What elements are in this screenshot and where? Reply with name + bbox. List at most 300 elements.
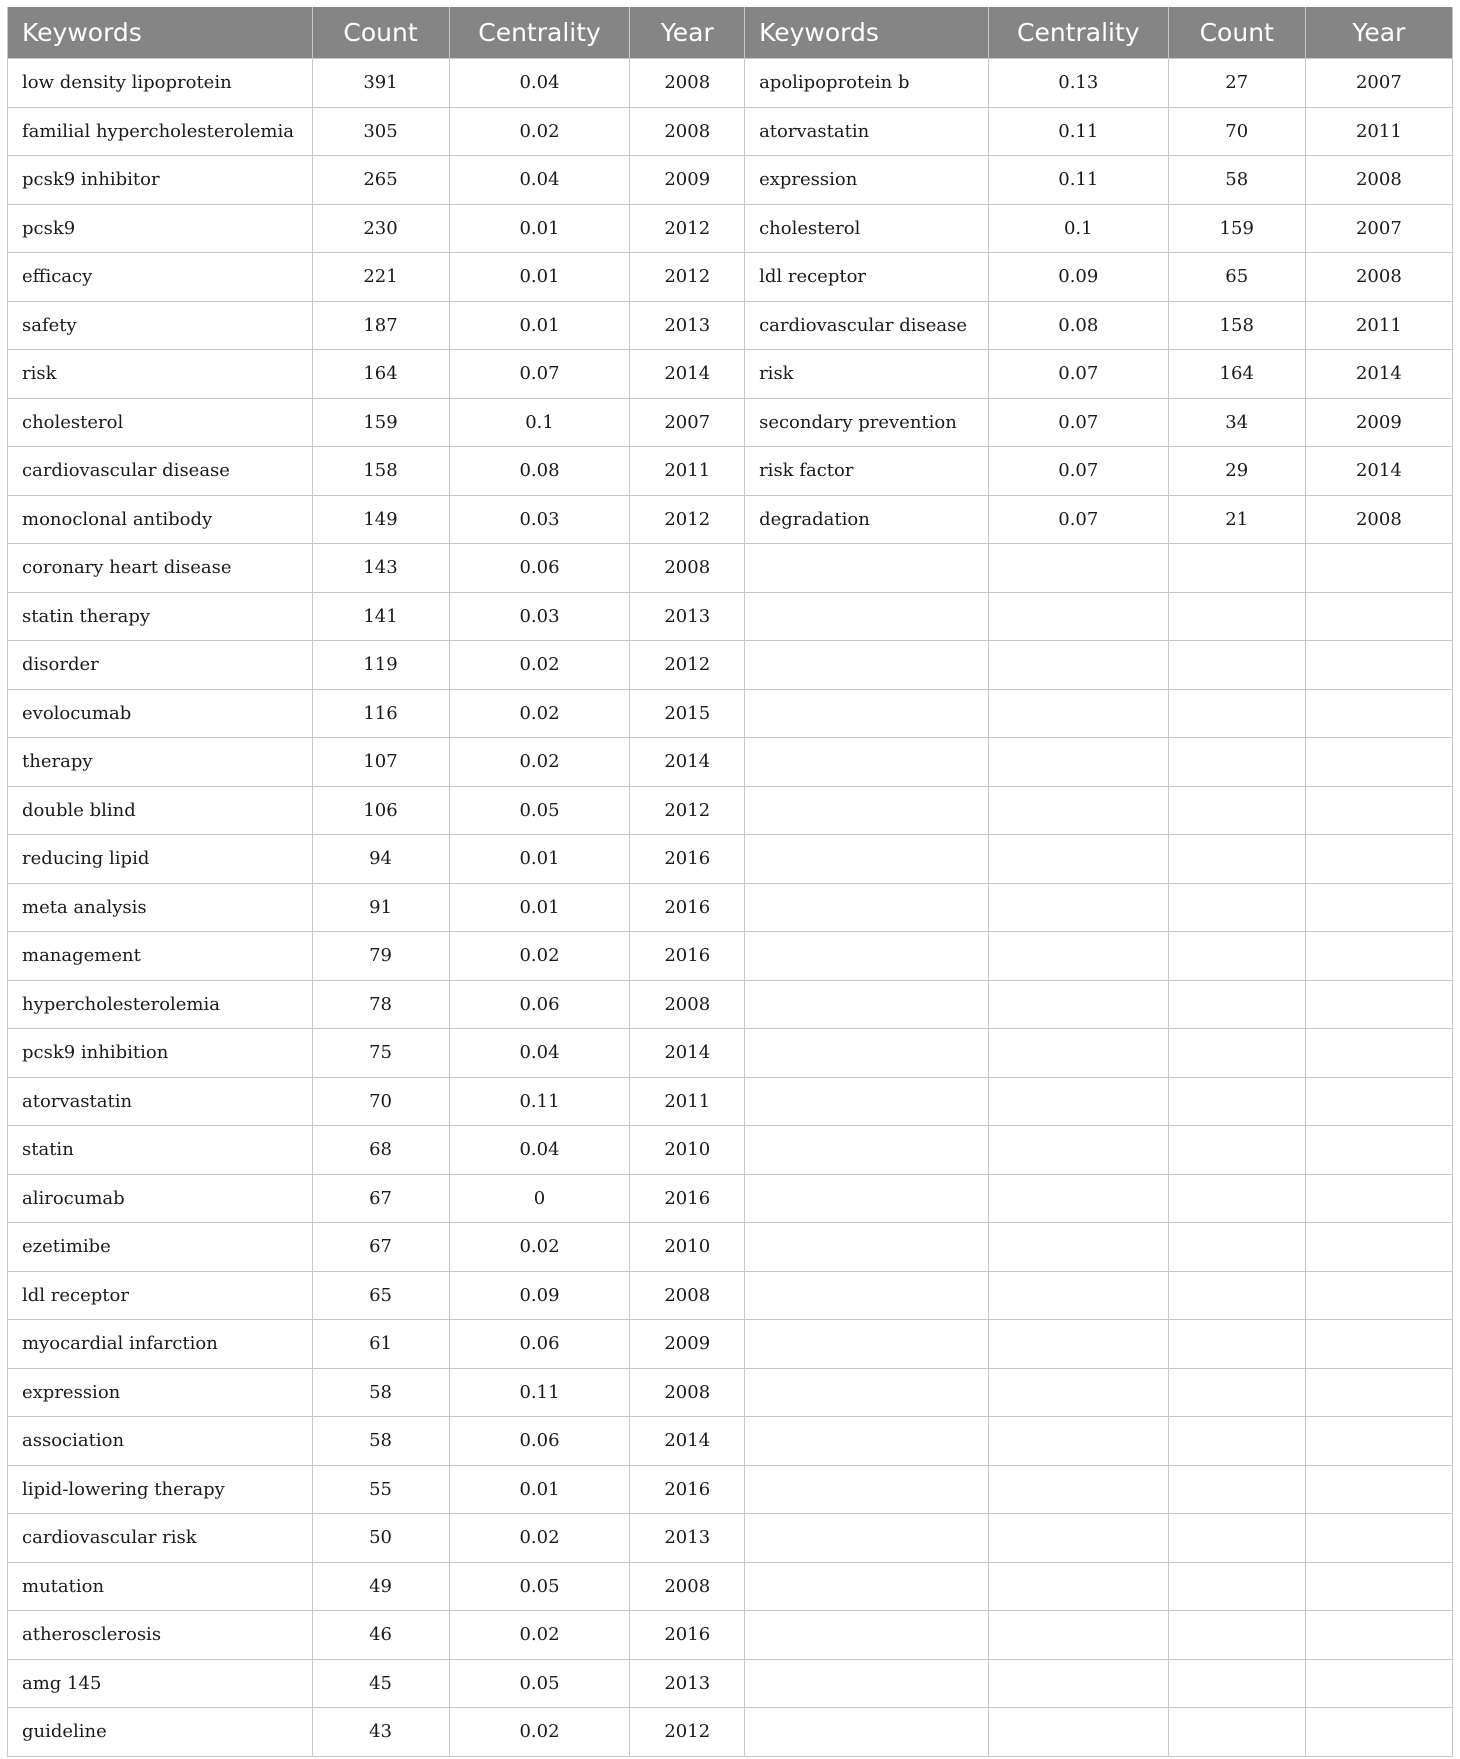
left-cell-keyword: double blind <box>8 786 313 835</box>
right-cell-year <box>1305 1562 1452 1611</box>
right-cell-keyword <box>745 1271 989 1320</box>
right-cell-centrality <box>988 1562 1168 1611</box>
left-cell-year: 2014 <box>630 1417 745 1466</box>
table-row <box>8 544 1453 593</box>
left-cell-keyword: disorder <box>8 641 313 690</box>
right-cell-centrality <box>988 1514 1168 1563</box>
left-cell-count: 305 <box>312 107 449 156</box>
right-cell-centrality <box>988 1126 1168 1175</box>
header-centrality-right: Centrality <box>988 7 1168 59</box>
table-row <box>8 883 1453 932</box>
right-cell-count: 27 <box>1168 59 1305 108</box>
right-cell-keyword <box>745 1465 989 1514</box>
left-cell-keyword: familial hypercholesterolemia <box>8 107 313 156</box>
left-cell-keyword: mutation <box>8 1562 313 1611</box>
left-cell-count: 265 <box>312 156 449 205</box>
right-cell-year <box>1305 1659 1452 1708</box>
left-cell-year: 2013 <box>630 1514 745 1563</box>
right-cell-centrality <box>988 1223 1168 1272</box>
table-row <box>8 738 1453 787</box>
left-cell-centrality: 0.04 <box>449 156 630 205</box>
left-cell-year: 2008 <box>630 1562 745 1611</box>
left-cell-keyword: pcsk9 inhibition <box>8 1029 313 1078</box>
left-cell-keyword: expression <box>8 1368 313 1417</box>
left-cell-centrality: 0.01 <box>449 835 630 884</box>
left-cell-count: 119 <box>312 641 449 690</box>
left-cell-keyword: alirocumab <box>8 1174 313 1223</box>
right-cell-count <box>1168 1174 1305 1223</box>
right-cell-keyword: ldl receptor <box>745 253 989 302</box>
right-cell-count <box>1168 1611 1305 1660</box>
left-cell-centrality: 0.02 <box>449 1708 630 1757</box>
left-cell-year: 2009 <box>630 156 745 205</box>
right-cell-centrality <box>988 544 1168 593</box>
right-cell-keyword <box>745 1174 989 1223</box>
right-cell-count <box>1168 689 1305 738</box>
left-cell-year: 2008 <box>630 59 745 108</box>
right-cell-centrality <box>988 1320 1168 1369</box>
right-cell-year: 2008 <box>1305 253 1452 302</box>
keywords-table <box>7 7 1453 1757</box>
table-row <box>8 1223 1453 1272</box>
right-cell-count <box>1168 1077 1305 1126</box>
left-cell-keyword: meta analysis <box>8 883 313 932</box>
right-cell-centrality: 0.07 <box>988 447 1168 496</box>
right-cell-count: 65 <box>1168 253 1305 302</box>
left-cell-centrality: 0.04 <box>449 1029 630 1078</box>
left-cell-year: 2012 <box>630 641 745 690</box>
left-cell-keyword: statin <box>8 1126 313 1175</box>
left-cell-count: 78 <box>312 980 449 1029</box>
header-year-left: Year <box>630 7 745 59</box>
left-cell-count: 46 <box>312 1611 449 1660</box>
left-cell-keyword: statin therapy <box>8 592 313 641</box>
right-cell-year <box>1305 1514 1452 1563</box>
left-cell-year: 2013 <box>630 1659 745 1708</box>
right-cell-year <box>1305 1320 1452 1369</box>
left-cell-centrality: 0.06 <box>449 544 630 593</box>
left-cell-keyword: safety <box>8 301 313 350</box>
table-row <box>8 932 1453 981</box>
left-cell-keyword: management <box>8 932 313 981</box>
right-cell-count <box>1168 592 1305 641</box>
left-cell-year: 2016 <box>630 1611 745 1660</box>
left-cell-year: 2012 <box>630 204 745 253</box>
table-row <box>8 156 1453 205</box>
left-cell-year: 2012 <box>630 253 745 302</box>
right-cell-count <box>1168 1417 1305 1466</box>
left-cell-count: 141 <box>312 592 449 641</box>
right-cell-count <box>1168 1659 1305 1708</box>
right-cell-centrality: 0.1 <box>988 204 1168 253</box>
table-row <box>8 495 1453 544</box>
left-cell-year: 2008 <box>630 544 745 593</box>
table-row <box>8 786 1453 835</box>
right-cell-year <box>1305 689 1452 738</box>
table-row <box>8 1029 1453 1078</box>
left-cell-count: 149 <box>312 495 449 544</box>
right-cell-keyword: risk factor <box>745 447 989 496</box>
right-cell-keyword <box>745 1368 989 1417</box>
left-cell-keyword: association <box>8 1417 313 1466</box>
left-cell-year: 2012 <box>630 495 745 544</box>
right-cell-centrality: 0.07 <box>988 495 1168 544</box>
right-cell-centrality <box>988 932 1168 981</box>
right-cell-keyword <box>745 1223 989 1272</box>
left-cell-count: 50 <box>312 1514 449 1563</box>
left-cell-keyword: atherosclerosis <box>8 1611 313 1660</box>
right-cell-keyword <box>745 1126 989 1175</box>
right-cell-keyword <box>745 1077 989 1126</box>
left-cell-keyword: evolocumab <box>8 689 313 738</box>
table-row <box>8 1320 1453 1369</box>
right-cell-keyword <box>745 544 989 593</box>
right-cell-keyword <box>745 592 989 641</box>
right-cell-keyword <box>745 1708 989 1757</box>
left-cell-year: 2011 <box>630 1077 745 1126</box>
left-cell-year: 2011 <box>630 447 745 496</box>
right-cell-year: 2008 <box>1305 495 1452 544</box>
right-cell-year <box>1305 1417 1452 1466</box>
left-cell-year: 2013 <box>630 592 745 641</box>
right-cell-keyword: secondary prevention <box>745 398 989 447</box>
left-cell-centrality: 0.02 <box>449 738 630 787</box>
right-cell-year: 2007 <box>1305 59 1452 108</box>
right-cell-year <box>1305 1368 1452 1417</box>
right-cell-year: 2014 <box>1305 350 1452 399</box>
right-cell-count <box>1168 786 1305 835</box>
right-cell-centrality <box>988 641 1168 690</box>
right-cell-count <box>1168 1320 1305 1369</box>
table-row <box>8 1514 1453 1563</box>
table-body <box>8 59 1453 1757</box>
right-cell-year <box>1305 1077 1452 1126</box>
right-cell-count <box>1168 932 1305 981</box>
left-cell-count: 70 <box>312 1077 449 1126</box>
left-cell-keyword: pcsk9 <box>8 204 313 253</box>
left-cell-centrality: 0.09 <box>449 1271 630 1320</box>
right-cell-year: 2014 <box>1305 447 1452 496</box>
left-cell-count: 67 <box>312 1223 449 1272</box>
left-cell-keyword: low density lipoprotein <box>8 59 313 108</box>
left-cell-centrality: 0.07 <box>449 350 630 399</box>
right-cell-keyword <box>745 932 989 981</box>
right-cell-centrality: 0.13 <box>988 59 1168 108</box>
right-cell-keyword: apolipoprotein b <box>745 59 989 108</box>
table-row <box>8 980 1453 1029</box>
left-cell-keyword: lipid-lowering therapy <box>8 1465 313 1514</box>
right-cell-centrality <box>988 1708 1168 1757</box>
left-cell-keyword: monoclonal antibody <box>8 495 313 544</box>
left-cell-centrality: 0 <box>449 1174 630 1223</box>
left-cell-keyword: risk <box>8 350 313 399</box>
right-cell-year <box>1305 738 1452 787</box>
left-cell-centrality: 0.01 <box>449 301 630 350</box>
header-keywords-left: Keywords <box>8 7 313 59</box>
right-cell-keyword <box>745 1417 989 1466</box>
right-cell-count <box>1168 1029 1305 1078</box>
left-cell-centrality: 0.04 <box>449 59 630 108</box>
header-count-left: Count <box>312 7 449 59</box>
left-cell-centrality: 0.11 <box>449 1368 630 1417</box>
left-cell-year: 2012 <box>630 786 745 835</box>
left-cell-year: 2014 <box>630 350 745 399</box>
right-cell-year <box>1305 883 1452 932</box>
left-cell-count: 159 <box>312 398 449 447</box>
left-cell-centrality: 0.03 <box>449 495 630 544</box>
right-cell-centrality <box>988 689 1168 738</box>
right-cell-keyword <box>745 835 989 884</box>
left-cell-centrality: 0.04 <box>449 1126 630 1175</box>
left-cell-keyword: ezetimibe <box>8 1223 313 1272</box>
right-cell-centrality <box>988 980 1168 1029</box>
right-cell-centrality <box>988 738 1168 787</box>
right-cell-count <box>1168 980 1305 1029</box>
right-cell-year <box>1305 786 1452 835</box>
left-cell-year: 2014 <box>630 738 745 787</box>
right-cell-keyword: cholesterol <box>745 204 989 253</box>
left-cell-count: 391 <box>312 59 449 108</box>
right-cell-count: 21 <box>1168 495 1305 544</box>
right-cell-count: 29 <box>1168 447 1305 496</box>
right-cell-year <box>1305 1126 1452 1175</box>
right-cell-year <box>1305 835 1452 884</box>
right-cell-count <box>1168 1708 1305 1757</box>
left-cell-count: 187 <box>312 301 449 350</box>
left-cell-year: 2016 <box>630 1465 745 1514</box>
right-cell-count <box>1168 1223 1305 1272</box>
table-row <box>8 350 1453 399</box>
left-cell-year: 2015 <box>630 689 745 738</box>
left-cell-count: 221 <box>312 253 449 302</box>
table-row <box>8 641 1453 690</box>
right-cell-count <box>1168 1465 1305 1514</box>
left-cell-centrality: 0.05 <box>449 1659 630 1708</box>
right-cell-centrality <box>988 1611 1168 1660</box>
table-row <box>8 1465 1453 1514</box>
right-cell-keyword <box>745 786 989 835</box>
left-cell-centrality: 0.05 <box>449 786 630 835</box>
right-cell-keyword: degradation <box>745 495 989 544</box>
right-cell-year <box>1305 980 1452 1029</box>
right-cell-keyword <box>745 1562 989 1611</box>
right-cell-centrality <box>988 1174 1168 1223</box>
table-row <box>8 1077 1453 1126</box>
right-cell-centrality: 0.07 <box>988 350 1168 399</box>
table-row <box>8 107 1453 156</box>
right-cell-count <box>1168 1126 1305 1175</box>
left-cell-year: 2016 <box>630 1174 745 1223</box>
table-row <box>8 835 1453 884</box>
right-cell-centrality: 0.08 <box>988 301 1168 350</box>
left-cell-year: 2007 <box>630 398 745 447</box>
left-cell-keyword: therapy <box>8 738 313 787</box>
table-row <box>8 1271 1453 1320</box>
right-cell-year <box>1305 544 1452 593</box>
left-cell-keyword: ldl receptor <box>8 1271 313 1320</box>
table-row <box>8 447 1453 496</box>
table-header-row <box>8 7 1453 59</box>
left-cell-keyword: reducing lipid <box>8 835 313 884</box>
left-cell-year: 2012 <box>630 1708 745 1757</box>
left-cell-centrality: 0.02 <box>449 689 630 738</box>
right-cell-keyword <box>745 883 989 932</box>
table-row <box>8 1708 1453 1757</box>
right-cell-count <box>1168 883 1305 932</box>
right-cell-count: 164 <box>1168 350 1305 399</box>
right-cell-year <box>1305 1708 1452 1757</box>
left-cell-centrality: 0.01 <box>449 1465 630 1514</box>
right-cell-keyword <box>745 1029 989 1078</box>
right-cell-centrality <box>988 835 1168 884</box>
table-row <box>8 1174 1453 1223</box>
header-year-right: Year <box>1305 7 1452 59</box>
right-cell-keyword <box>745 641 989 690</box>
right-cell-keyword: risk <box>745 350 989 399</box>
left-cell-year: 2010 <box>630 1223 745 1272</box>
right-cell-year <box>1305 932 1452 981</box>
left-cell-count: 106 <box>312 786 449 835</box>
table-row <box>8 398 1453 447</box>
right-cell-centrality <box>988 1417 1168 1466</box>
right-cell-year <box>1305 1223 1452 1272</box>
left-cell-count: 45 <box>312 1659 449 1708</box>
right-cell-year: 2007 <box>1305 204 1452 253</box>
right-cell-keyword: atorvastatin <box>745 107 989 156</box>
left-cell-keyword: coronary heart disease <box>8 544 313 593</box>
right-cell-count <box>1168 835 1305 884</box>
right-cell-centrality: 0.09 <box>988 253 1168 302</box>
right-cell-year: 2008 <box>1305 156 1452 205</box>
keywords-table-container <box>7 7 1453 1757</box>
table-row <box>8 301 1453 350</box>
right-cell-count: 58 <box>1168 156 1305 205</box>
right-cell-centrality <box>988 1465 1168 1514</box>
left-cell-year: 2008 <box>630 107 745 156</box>
left-cell-count: 55 <box>312 1465 449 1514</box>
table-row <box>8 1659 1453 1708</box>
table-row <box>8 1126 1453 1175</box>
right-cell-centrality <box>988 883 1168 932</box>
right-cell-keyword <box>745 1611 989 1660</box>
right-cell-count: 159 <box>1168 204 1305 253</box>
right-cell-keyword <box>745 1514 989 1563</box>
left-cell-year: 2016 <box>630 883 745 932</box>
left-cell-centrality: 0.02 <box>449 932 630 981</box>
right-cell-year <box>1305 1029 1452 1078</box>
right-cell-centrality <box>988 1271 1168 1320</box>
left-cell-count: 75 <box>312 1029 449 1078</box>
header-keywords-right: Keywords <box>745 7 989 59</box>
left-cell-centrality: 0.03 <box>449 592 630 641</box>
right-cell-count: 70 <box>1168 107 1305 156</box>
left-cell-count: 67 <box>312 1174 449 1223</box>
left-cell-count: 107 <box>312 738 449 787</box>
left-cell-centrality: 0.06 <box>449 980 630 1029</box>
left-cell-keyword: amg 145 <box>8 1659 313 1708</box>
left-cell-count: 94 <box>312 835 449 884</box>
left-cell-year: 2008 <box>630 980 745 1029</box>
left-cell-count: 49 <box>312 1562 449 1611</box>
right-cell-count <box>1168 1514 1305 1563</box>
left-cell-count: 43 <box>312 1708 449 1757</box>
left-cell-keyword: cardiovascular risk <box>8 1514 313 1563</box>
right-cell-keyword: cardiovascular disease <box>745 301 989 350</box>
left-cell-centrality: 0.02 <box>449 1611 630 1660</box>
table-row <box>8 1417 1453 1466</box>
right-cell-keyword <box>745 1320 989 1369</box>
right-cell-centrality <box>988 1659 1168 1708</box>
left-cell-centrality: 0.1 <box>449 398 630 447</box>
left-cell-keyword: cholesterol <box>8 398 313 447</box>
right-cell-year <box>1305 1174 1452 1223</box>
table-row <box>8 1368 1453 1417</box>
left-cell-centrality: 0.02 <box>449 1223 630 1272</box>
right-cell-count <box>1168 1368 1305 1417</box>
left-cell-keyword: guideline <box>8 1708 313 1757</box>
left-cell-count: 91 <box>312 883 449 932</box>
left-cell-centrality: 0.01 <box>449 204 630 253</box>
left-cell-year: 2008 <box>630 1271 745 1320</box>
left-cell-year: 2016 <box>630 932 745 981</box>
left-cell-centrality: 0.02 <box>449 1514 630 1563</box>
table-row <box>8 1562 1453 1611</box>
left-cell-keyword: efficacy <box>8 253 313 302</box>
right-cell-count <box>1168 738 1305 787</box>
left-cell-year: 2010 <box>630 1126 745 1175</box>
right-cell-centrality: 0.11 <box>988 107 1168 156</box>
right-cell-keyword <box>745 689 989 738</box>
table-row <box>8 59 1453 108</box>
left-cell-centrality: 0.06 <box>449 1417 630 1466</box>
right-cell-year <box>1305 1465 1452 1514</box>
left-cell-count: 164 <box>312 350 449 399</box>
left-cell-keyword: cardiovascular disease <box>8 447 313 496</box>
table-row <box>8 1611 1453 1660</box>
left-cell-count: 230 <box>312 204 449 253</box>
left-cell-count: 58 <box>312 1368 449 1417</box>
right-cell-centrality: 0.07 <box>988 398 1168 447</box>
right-cell-count <box>1168 544 1305 593</box>
table-row <box>8 689 1453 738</box>
right-cell-year: 2009 <box>1305 398 1452 447</box>
right-cell-year <box>1305 1271 1452 1320</box>
right-cell-count <box>1168 641 1305 690</box>
right-cell-centrality <box>988 1368 1168 1417</box>
right-cell-centrality <box>988 1077 1168 1126</box>
right-cell-centrality: 0.11 <box>988 156 1168 205</box>
left-cell-year: 2013 <box>630 301 745 350</box>
left-cell-count: 79 <box>312 932 449 981</box>
left-cell-keyword: pcsk9 inhibitor <box>8 156 313 205</box>
left-cell-centrality: 0.08 <box>449 447 630 496</box>
left-cell-keyword: hypercholesterolemia <box>8 980 313 1029</box>
right-cell-centrality <box>988 1029 1168 1078</box>
left-cell-centrality: 0.02 <box>449 107 630 156</box>
header-count-right: Count <box>1168 7 1305 59</box>
left-cell-count: 158 <box>312 447 449 496</box>
left-cell-centrality: 0.02 <box>449 641 630 690</box>
left-cell-keyword: myocardial infarction <box>8 1320 313 1369</box>
right-cell-centrality <box>988 592 1168 641</box>
left-cell-centrality: 0.01 <box>449 883 630 932</box>
left-cell-year: 2009 <box>630 1320 745 1369</box>
left-cell-count: 65 <box>312 1271 449 1320</box>
right-cell-count: 158 <box>1168 301 1305 350</box>
right-cell-year: 2011 <box>1305 301 1452 350</box>
right-cell-year <box>1305 1611 1452 1660</box>
right-cell-year: 2011 <box>1305 107 1452 156</box>
